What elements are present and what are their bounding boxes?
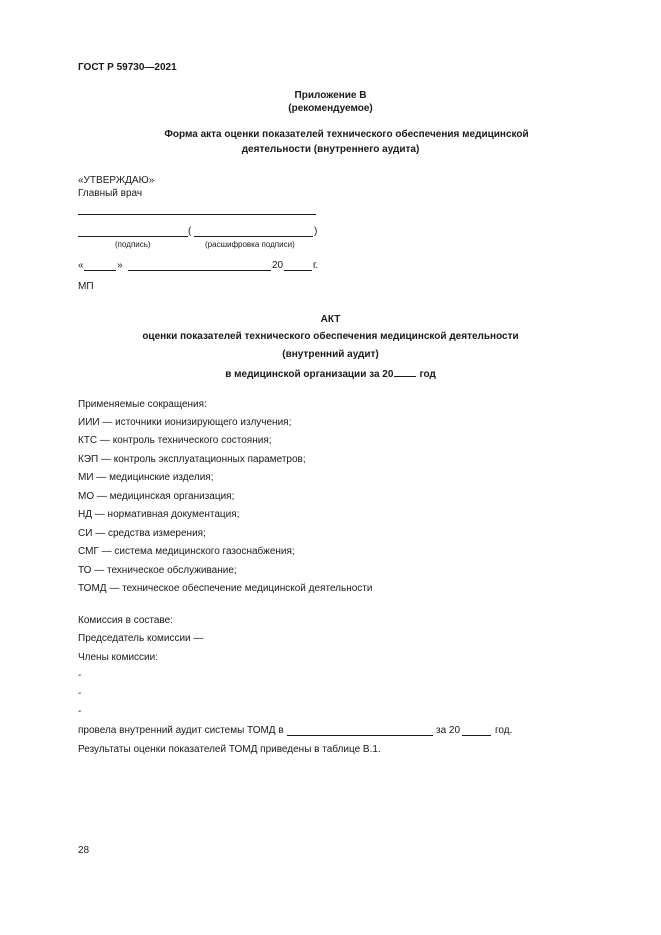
standard-header: ГОСТ Р 59730—2021 <box>78 62 177 73</box>
abbreviation-item: МИ — медицинские изделия; <box>78 472 214 483</box>
quote-open: « <box>78 260 84 271</box>
position-name-line <box>78 214 316 215</box>
appendix-subtitle: (рекомендуемое) <box>288 103 373 114</box>
abbreviation-item: ИИИ — источники ионизирующего излучения; <box>78 417 292 428</box>
signature-caption: (подпись) <box>115 240 151 249</box>
member-dash: - <box>78 706 82 717</box>
abbreviations-heading: Применяемые сокращения: <box>78 399 207 410</box>
abbreviation-item: СМГ — система медицинского газоснабжения; <box>78 546 295 557</box>
year-line <box>284 270 312 271</box>
quote-close: » <box>117 260 123 271</box>
audit-prefix: провела внутренний аудит системы ТОМД в <box>78 725 284 736</box>
member-dash: - <box>78 670 82 681</box>
seal-label: МП <box>78 281 94 292</box>
results-text: Результаты оценки показателей ТОМД приведены в таблице В.1. <box>78 744 381 755</box>
act-line3-prefix: в медицинской организации за 20 <box>225 369 394 380</box>
month-line <box>128 270 271 271</box>
audit-suffix: год. <box>495 725 513 736</box>
abbreviation-item: МО — медицинская организация; <box>78 491 235 502</box>
abbreviation-item: КЭП — контроль эксплуатационных параметров; <box>78 454 306 465</box>
act-line1: оценки показателей технического обеспечения медицинской деятельности <box>142 331 519 342</box>
year-suffix: г. <box>313 260 319 271</box>
appendix-title: Приложение В <box>294 90 367 101</box>
day-line <box>84 270 116 271</box>
act-line2: (внутренний аудит) <box>282 349 379 360</box>
decoding-caption: (расшифровка подписи) <box>205 240 295 249</box>
audit-mid: за 20 <box>436 725 461 736</box>
commission-composition: Комиссия в составе: <box>78 615 173 626</box>
approve-label: «УТВЕРЖДАЮ» <box>78 175 155 186</box>
abbreviation-item: ТОМД — техническое обеспечение медицинской деятельности <box>78 583 373 594</box>
signature-line <box>78 236 188 237</box>
page-number: 28 <box>78 845 90 856</box>
abbreviation-item: КТС — контроль технического состояния; <box>78 435 272 446</box>
audit-year-line <box>462 735 491 736</box>
act-line3 <box>0 367 661 381</box>
decoding-line <box>194 236 313 237</box>
paren-open: ( <box>188 226 192 237</box>
commission-members: Члены комиссии: <box>78 652 159 663</box>
year-prefix: 20 <box>272 260 284 271</box>
act-title: АКТ <box>320 314 341 325</box>
organization-line <box>287 735 433 736</box>
act-year-blank <box>394 367 416 377</box>
form-title-line1: Форма акта оценки показателей технического обеспечения медицинской <box>164 129 529 140</box>
form-title-line2: деятельности (внутреннего аудита) <box>241 144 420 155</box>
member-dash: - <box>78 688 82 699</box>
abbreviation-item: СИ — средства измерения; <box>78 528 206 539</box>
abbreviation-item: НД — нормативная документация; <box>78 509 240 520</box>
abbreviation-item: ТО — техническое обслуживание; <box>78 565 237 576</box>
commission-chairman: Председатель комиссии — <box>78 633 204 644</box>
position-label: Главный врач <box>78 188 143 199</box>
act-line3-suffix: год <box>419 369 436 380</box>
paren-close: ) <box>314 226 318 237</box>
